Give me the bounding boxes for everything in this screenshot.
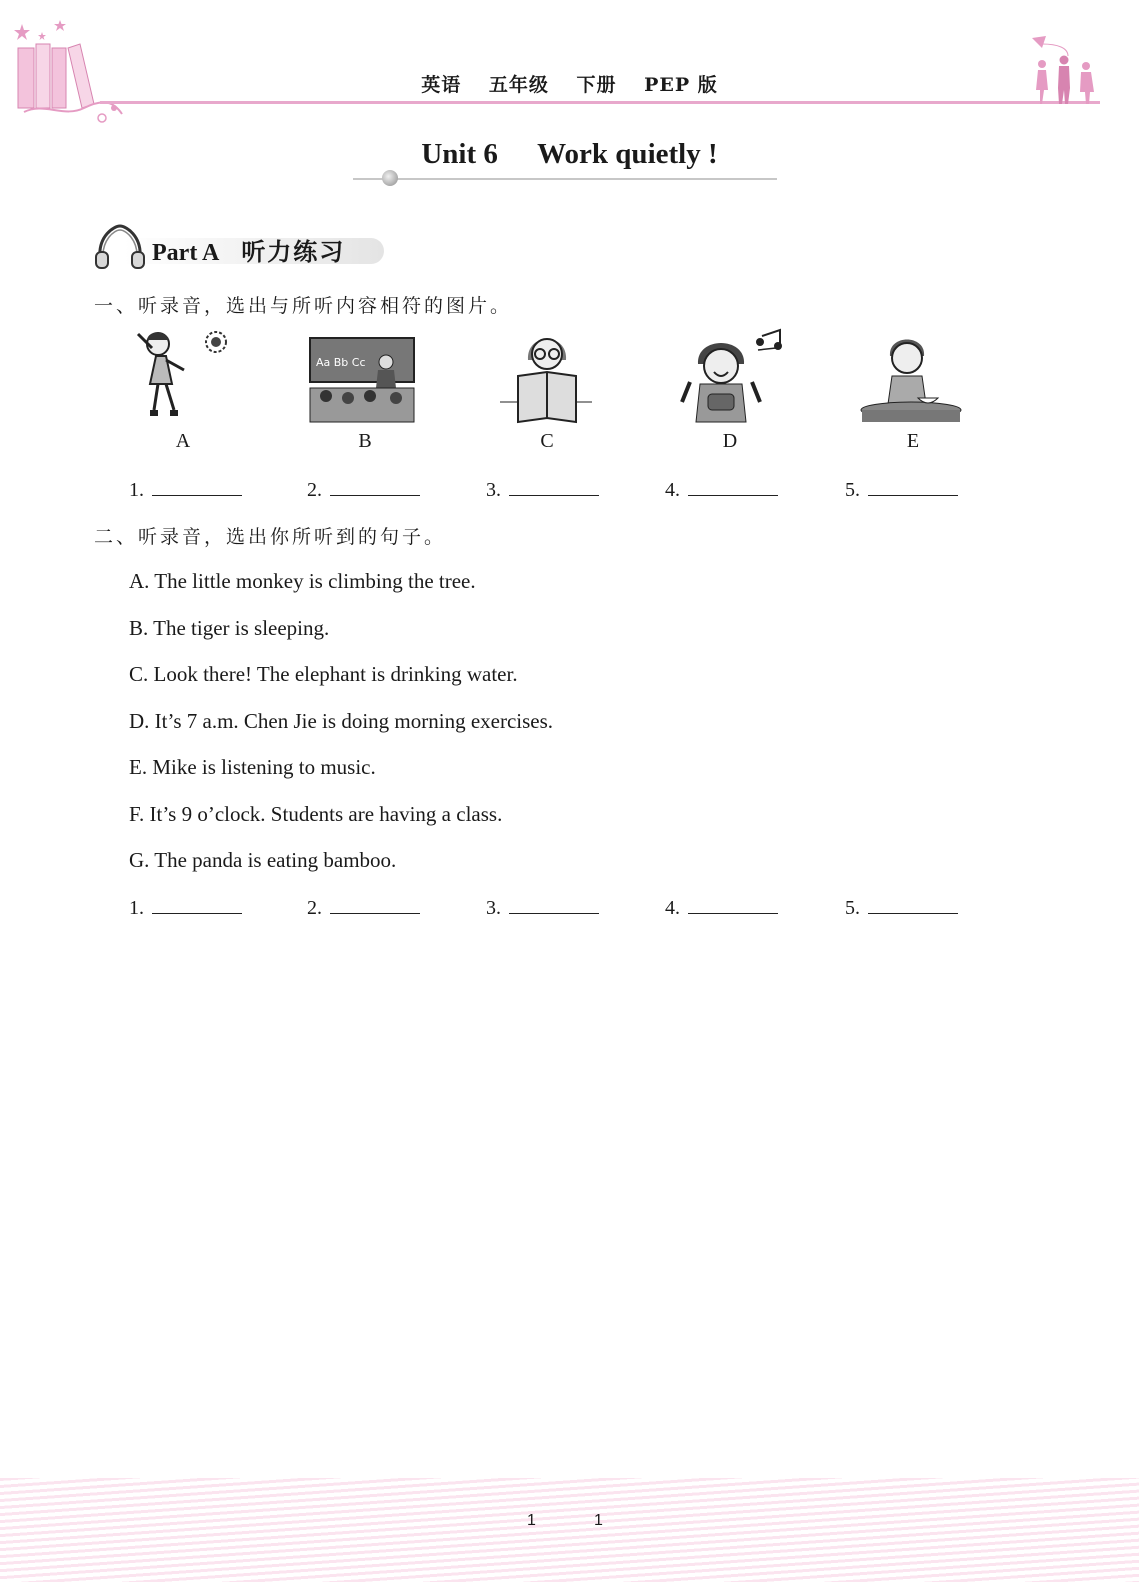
answer-blank[interactable] [307,477,420,502]
question-2-title: 二、听录音，选出你所听到的句子。 [94,526,447,548]
unit-number: Unit 6 [421,138,498,170]
page-number: 1 [527,1512,536,1529]
sentence-option: B. The tiger is sleeping. [129,616,330,640]
answer-number: 1. [129,479,144,501]
footer-band [0,1478,1139,1582]
svg-text:Aa Bb Cc: Aa Bb Cc [316,356,366,369]
sentence-option: G. The panda is eating bamboo. [129,848,397,872]
answer-number: 4. [665,897,680,919]
answer-number: 1. [129,897,144,919]
answer-line[interactable] [152,477,242,496]
picture-letter: B [358,430,372,452]
answer-blank[interactable] [486,477,599,502]
answer-line[interactable] [330,895,420,914]
answer-number: 3. [486,479,501,501]
answer-blank[interactable] [129,477,242,502]
part-label [152,232,345,267]
answer-number: 2. [307,897,322,919]
header-grade: 五年级 [488,74,549,96]
header-edition: PEP 版 [644,74,718,96]
sentence-option: F. It’s 9 o’clock. Students are having a class. [129,802,503,826]
answer-line[interactable] [688,895,778,914]
answer-blank[interactable] [845,477,958,502]
header-subject: 英语 [421,74,462,96]
answer-line[interactable] [152,895,242,914]
question-1-title: 一、听录音，选出与所听内容相符的图片。 [94,295,513,317]
part-heading [94,224,404,274]
children-kite-icon [1028,34,1108,106]
answer-number: 4. [665,479,680,501]
picture-letter: A [175,430,191,452]
answer-blank[interactable] [486,895,599,920]
answer-line[interactable] [868,477,958,496]
answer-blank[interactable] [665,895,778,920]
sentence-option: E. Mike is listening to music. [129,755,376,779]
boy-eating-icon [856,326,966,424]
title-bullet-icon [382,170,398,186]
unit-title [0,138,1139,171]
girl-reading-icon [492,326,602,424]
answer-line[interactable] [868,895,958,914]
answer-number: 5. [845,479,860,501]
teacher-class-icon [308,326,418,424]
answer-blank[interactable] [129,895,242,920]
answer-line[interactable] [330,477,420,496]
answer-line[interactable] [509,895,599,914]
answer-number: 5. [845,897,860,919]
picture-letter: C [540,430,554,452]
picture-letter: D [722,430,738,452]
answer-blank[interactable] [665,477,778,502]
unit-name: Work quietly ! [537,138,718,170]
page-number: 1 [594,1512,603,1529]
answer-blank[interactable] [845,895,958,920]
sentence-option: C. Look there! The elephant is drinking water. [129,662,518,686]
part-label-en: Part A [152,240,220,266]
picture-row [130,326,970,452]
answer-line[interactable] [688,477,778,496]
title-underline [353,178,777,180]
girl-listening-music-icon [676,326,786,424]
picture-letter: E [906,430,920,452]
answer-number: 2. [307,479,322,501]
girl-exercising-icon [130,326,240,424]
header-volume: 下册 [576,74,617,96]
header-rule [100,101,1100,104]
book-header [0,70,1139,97]
sentence-option: D. It’s 7 a.m. Chen Jie is doing morning exercises. [129,709,554,733]
answer-number: 3. [486,897,501,919]
answer-blank[interactable] [307,895,420,920]
sentence-option: A. The little monkey is climbing the tree. [129,569,476,593]
part-label-cn: 听力练习 [241,240,346,266]
headphones-icon [94,224,146,276]
answer-line[interactable] [509,477,599,496]
